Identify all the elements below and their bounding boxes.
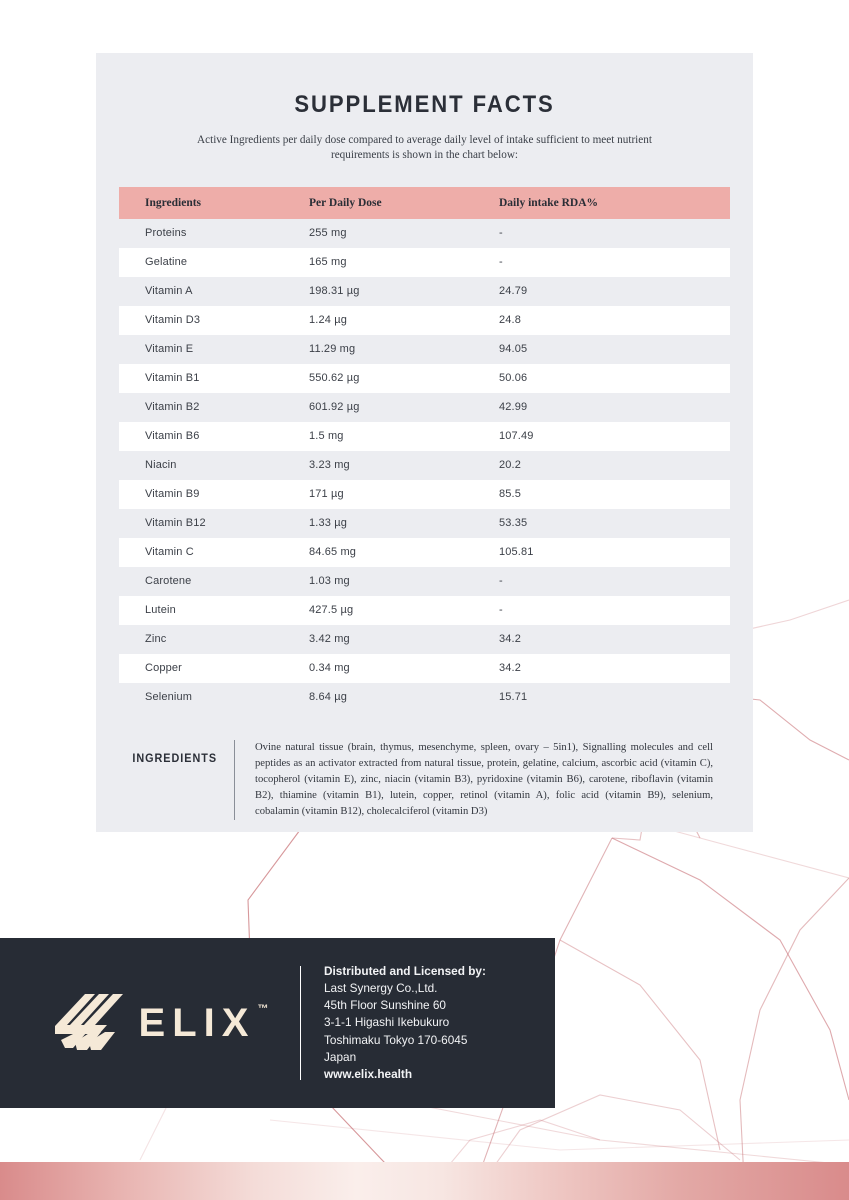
footer-bar (0, 938, 555, 1108)
bottom-accent-strip (0, 1162, 849, 1200)
table-row (119, 567, 730, 596)
cell-daily-intake-rda: 15.71 (499, 683, 730, 712)
elix-logo-icon (55, 992, 129, 1054)
supplement-facts-card (96, 53, 753, 832)
cell-per-daily-dose: 0.34 mg (309, 654, 499, 683)
trademark-symbol: ™ (257, 1002, 269, 1015)
column-header-ingredients: Ingredients (119, 187, 309, 219)
cell-per-daily-dose: 550.62 µg (309, 364, 499, 393)
cell-daily-intake-rda: 24.79 (499, 277, 730, 306)
cell-daily-intake-rda: - (499, 248, 730, 277)
cell-ingredient: Zinc (119, 625, 309, 654)
table-row (119, 625, 730, 654)
cell-per-daily-dose: 601.92 µg (309, 393, 499, 422)
cell-per-daily-dose: 1.03 mg (309, 567, 499, 596)
footer-address (301, 963, 486, 1084)
table-row (119, 219, 730, 248)
address-heading: Distributed and Licensed by: (324, 963, 486, 978)
cell-ingredient: Vitamin B2 (119, 393, 309, 422)
cell-daily-intake-rda: 34.2 (499, 625, 730, 654)
cell-daily-intake-rda: 24.8 (499, 306, 730, 335)
table-row (119, 596, 730, 625)
cell-daily-intake-rda: 42.99 (499, 393, 730, 422)
table-row (119, 277, 730, 306)
table-row (119, 248, 730, 277)
cell-per-daily-dose: 8.64 µg (309, 683, 499, 712)
subtitle-line-1: Active Ingredients per daily dose compared to average daily level of intake sufficient (197, 134, 579, 146)
cell-daily-intake-rda: 20.2 (499, 451, 730, 480)
cell-daily-intake-rda: 94.05 (499, 335, 730, 364)
cell-ingredient: Copper (119, 654, 309, 683)
cell-ingredient: Selenium (119, 683, 309, 712)
table-header-row (119, 187, 730, 219)
cell-daily-intake-rda: - (499, 596, 730, 625)
ingredients-divider (234, 740, 235, 820)
ingredients-text: Ovine natural tissue (brain, thymus, mesenchyme, spleen, ovary – 5in1), Signalling molecules and cell peptides as an activator extracted from natural tissue, protein, gelatine, calcium, ascorbic acid (vitamin C), tocopherol (vitamin E), zinc, niacin (vitamin B3), pyridoxine (vitamin B6), carotene, riboflavin (vitamin B2), thiamine (vitamin B1), lutein, copper, retinol (vitamin A), folic acid (vitamin B9), selenium, cobalamin (vitamin B12), cholecalciferol (vitamin D3) (255, 741, 713, 818)
page-subtitle (190, 133, 660, 164)
page-title: SUPPLEMENT FACTS (294, 91, 555, 118)
cell-per-daily-dose: 1.33 µg (309, 509, 499, 538)
table-row (119, 422, 730, 451)
address-line-3: Toshimaku Tokyo 170-6045 (324, 1032, 468, 1047)
cell-ingredient: Carotene (119, 567, 309, 596)
table-row (119, 538, 730, 567)
cell-per-daily-dose: 1.24 µg (309, 306, 499, 335)
cell-per-daily-dose: 3.42 mg (309, 625, 499, 654)
cell-daily-intake-rda: 107.49 (499, 422, 730, 451)
cell-daily-intake-rda: 50.06 (499, 364, 730, 393)
ingredients-label: INGREDIENTS (132, 752, 218, 765)
cell-ingredient: Vitamin B12 (119, 509, 309, 538)
brand-wordmark (138, 1000, 269, 1046)
cell-daily-intake-rda: 53.35 (499, 509, 730, 538)
cell-ingredient: Niacin (119, 451, 309, 480)
cell-per-daily-dose: 198.31 µg (309, 277, 499, 306)
cell-daily-intake-rda: - (499, 219, 730, 248)
cell-ingredient: Vitamin B9 (119, 480, 309, 509)
cell-per-daily-dose: 427.5 µg (309, 596, 499, 625)
table-row (119, 509, 730, 538)
table-body (119, 219, 730, 712)
cell-daily-intake-rda: 105.81 (499, 538, 730, 567)
table-row (119, 335, 730, 364)
cell-ingredient: Vitamin D3 (119, 306, 309, 335)
table-row (119, 683, 730, 712)
cell-ingredient: Proteins (119, 219, 309, 248)
brand-logo (0, 992, 300, 1054)
table-row (119, 451, 730, 480)
cell-ingredient: Vitamin A (119, 277, 309, 306)
subtitle-line-2: to meet nutrient requirements is shown in the chart below: (330, 134, 652, 162)
cell-ingredient: Gelatine (119, 248, 309, 277)
table-row (119, 306, 730, 335)
cell-per-daily-dose: 255 mg (309, 219, 499, 248)
cell-daily-intake-rda: 85.5 (499, 480, 730, 509)
address-company: Last Synergy Co.,Ltd. (324, 980, 438, 995)
ingredients-section (119, 740, 719, 820)
table-row (119, 393, 730, 422)
cell-ingredient: Vitamin E (119, 335, 309, 364)
cell-ingredient: Vitamin B1 (119, 364, 309, 393)
cell-per-daily-dose: 11.29 mg (309, 335, 499, 364)
address-country: Japan (324, 1049, 357, 1064)
cell-per-daily-dose: 171 µg (309, 480, 499, 509)
cell-per-daily-dose: 84.65 mg (309, 538, 499, 567)
cell-daily-intake-rda: - (499, 567, 730, 596)
column-header-per-daily-dose: Per Daily Dose (309, 187, 499, 219)
table-header (119, 187, 730, 219)
address-line-2: 3-1-1 Higashi Ikebukuro (324, 1015, 450, 1030)
cell-per-daily-dose: 1.5 mg (309, 422, 499, 451)
cell-ingredient: Vitamin C (119, 538, 309, 567)
cell-ingredient: Vitamin B6 (119, 422, 309, 451)
cell-per-daily-dose: 165 mg (309, 248, 499, 277)
cell-per-daily-dose: 3.23 mg (309, 451, 499, 480)
table-row (119, 480, 730, 509)
column-header-daily-intake-rda: Daily intake RDA% (499, 187, 730, 219)
address-line-1: 45th Floor Sunshine 60 (324, 998, 446, 1013)
cell-ingredient: Lutein (119, 596, 309, 625)
table-row (119, 654, 730, 683)
website-link[interactable]: www.elix.health (324, 1067, 413, 1082)
table-row (119, 364, 730, 393)
supplement-facts-table (119, 187, 730, 712)
cell-daily-intake-rda: 34.2 (499, 654, 730, 683)
brand-name: ELIX (138, 1000, 256, 1045)
